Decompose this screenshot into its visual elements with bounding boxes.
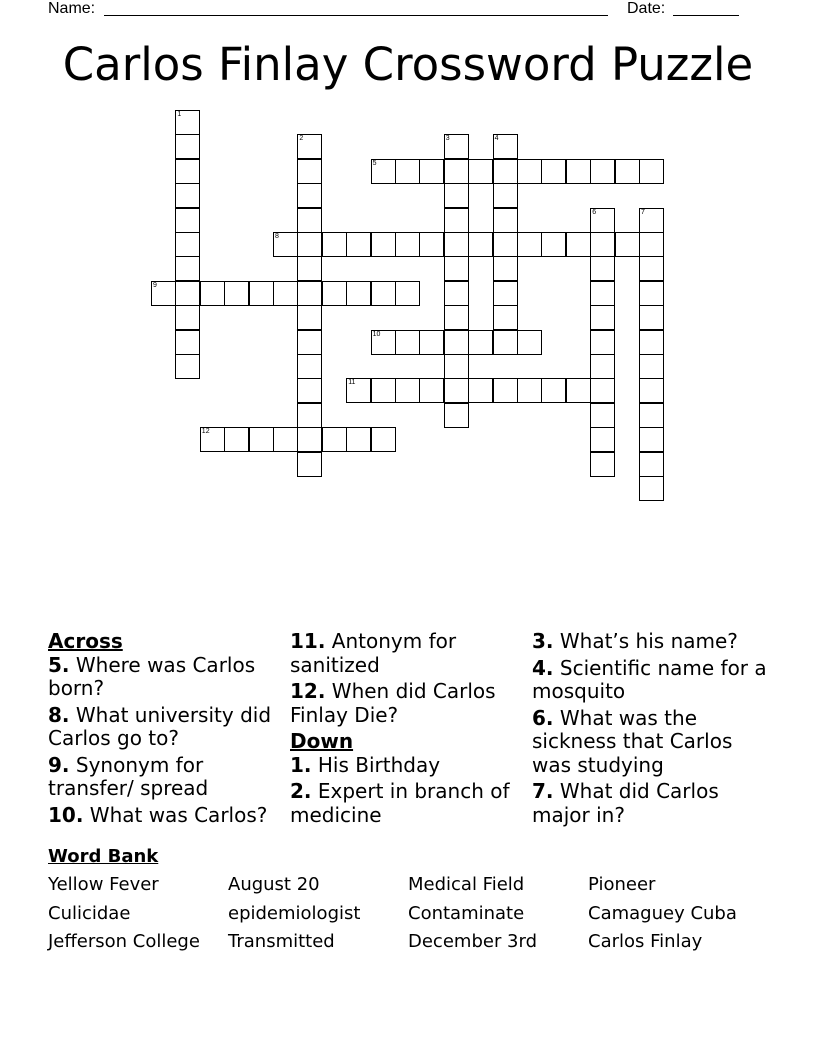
clue-text: Where was Carlos born?: [48, 652, 256, 700]
grid-cell[interactable]: [493, 183, 518, 208]
clue-text: Scientific name for a mosquito: [532, 655, 767, 703]
grid-cell[interactable]: [468, 232, 493, 257]
cell-number: 2: [299, 135, 304, 143]
grid-cell[interactable]: [590, 452, 615, 477]
grid-cell[interactable]: [541, 232, 566, 257]
grid-cell[interactable]: [444, 305, 469, 330]
clue-number: 7.: [532, 779, 554, 803]
across-heading: Across: [48, 629, 123, 653]
grid-cell[interactable]: [639, 378, 664, 403]
cell-number: 6: [592, 208, 597, 216]
page-title: Carlos Finlay Crossword Puzzle: [62, 38, 754, 91]
grid-cell[interactable]: [322, 232, 347, 257]
grid-cell[interactable]: [444, 183, 469, 208]
clue-down-1: [290, 754, 515, 778]
clue-text: What university did Carlos go to?: [48, 702, 272, 750]
grid-cell[interactable]: [297, 281, 322, 306]
grid-cell[interactable]: [566, 159, 591, 184]
grid-cell[interactable]: [200, 427, 225, 452]
grid-cell[interactable]: [175, 305, 200, 330]
grid-cell[interactable]: [175, 110, 200, 135]
cell-number: 12: [201, 428, 210, 436]
date-label: Date:: [627, 0, 666, 17]
grid-cell[interactable]: [297, 159, 322, 184]
grid-cell[interactable]: [517, 232, 542, 257]
word-bank-item: December 3rd: [408, 931, 538, 952]
grid-cell[interactable]: [590, 281, 615, 306]
grid-cell[interactable]: [175, 134, 200, 159]
clue-across-12: [290, 680, 515, 727]
grid-cell[interactable]: [493, 256, 518, 281]
clue-number: 5.: [48, 652, 70, 677]
grid-cell[interactable]: [322, 427, 347, 452]
grid-cell[interactable]: [297, 232, 322, 257]
grid-cell[interactable]: [444, 134, 469, 159]
down-heading: Down: [290, 729, 354, 753]
clue-text: His Birthday: [317, 752, 441, 777]
grid-cell[interactable]: [444, 232, 469, 257]
grid-cell[interactable]: [297, 330, 322, 355]
grid-cell[interactable]: [615, 232, 640, 257]
word-bank-item: August 20: [228, 874, 320, 895]
grid-cell[interactable]: [444, 281, 469, 306]
grid-cell[interactable]: [493, 232, 518, 257]
grid-cell[interactable]: [273, 281, 298, 306]
grid-cell[interactable]: [175, 256, 200, 281]
grid-cell[interactable]: [639, 208, 664, 233]
grid-cell[interactable]: [444, 403, 469, 428]
grid-cell[interactable]: [493, 281, 518, 306]
grid-cell[interactable]: [493, 330, 518, 355]
grid-cell[interactable]: [419, 159, 444, 184]
grid-cell[interactable]: [468, 159, 493, 184]
grid-cell[interactable]: [151, 281, 176, 306]
grid-cell[interactable]: [468, 378, 493, 403]
word-bank-item: Culicidae: [48, 903, 131, 924]
grid-cell[interactable]: [639, 476, 664, 501]
grid-cell[interactable]: [200, 281, 225, 306]
clue-text: What was Carlos?: [89, 802, 268, 827]
grid-cell[interactable]: [371, 378, 396, 403]
cell-number: 5: [372, 159, 377, 167]
clue-down-7: [532, 780, 772, 827]
word-bank-item: Contaminate: [408, 903, 525, 924]
clue-number: 2.: [290, 779, 312, 803]
clue-number: 8.: [48, 702, 70, 727]
grid-cell[interactable]: [639, 232, 664, 257]
word-bank-item: Transmitted: [228, 931, 335, 952]
grid-cell[interactable]: [175, 159, 200, 184]
grid-cell[interactable]: [639, 354, 664, 379]
grid-cell[interactable]: [566, 378, 591, 403]
clue-number: 10.: [48, 802, 84, 827]
grid-cell[interactable]: [371, 232, 396, 257]
grid-cell[interactable]: [346, 427, 371, 452]
clue-text: What was the sickness that Carlos was studying: [532, 705, 733, 777]
word-bank-title: Word Bank: [48, 846, 159, 867]
grid-cell[interactable]: [175, 232, 200, 257]
grid-cell[interactable]: [590, 378, 615, 403]
grid-cell[interactable]: [493, 378, 518, 403]
grid-cell[interactable]: [297, 134, 322, 159]
grid-cell[interactable]: [419, 378, 444, 403]
grid-cell[interactable]: [639, 159, 664, 184]
cell-number: 10: [372, 330, 381, 338]
grid-cell[interactable]: [297, 208, 322, 233]
grid-cell[interactable]: [590, 427, 615, 452]
grid-cell[interactable]: [468, 330, 493, 355]
grid-cell[interactable]: [297, 354, 322, 379]
clue-text: What’s his name?: [559, 629, 738, 653]
grid-cell[interactable]: [175, 281, 200, 306]
grid-cell[interactable]: [297, 256, 322, 281]
clue-number: 1.: [290, 752, 312, 777]
grid-cell[interactable]: [297, 378, 322, 403]
word-bank-item: epidemiologist: [228, 903, 361, 924]
grid-cell[interactable]: [419, 330, 444, 355]
word-bank-item: Pioneer: [588, 874, 656, 895]
grid-cell[interactable]: [517, 159, 542, 184]
grid-cell[interactable]: [297, 183, 322, 208]
grid-cell[interactable]: [517, 330, 542, 355]
word-bank-item: Jefferson College: [48, 931, 200, 952]
grid-cell[interactable]: [541, 159, 566, 184]
grid-cell[interactable]: [273, 427, 298, 452]
clue-column-1: [48, 630, 273, 830]
grid-cell[interactable]: [175, 330, 200, 355]
grid-cell[interactable]: [566, 232, 591, 257]
cell-number: 1: [177, 111, 182, 118]
cell-number: 8: [275, 233, 279, 240]
name-label: Name:: [48, 0, 96, 17]
clue-number: 11.: [290, 629, 326, 653]
grid-cell[interactable]: [444, 378, 469, 403]
grid-cell[interactable]: [224, 427, 249, 452]
grid-cell[interactable]: [444, 159, 469, 184]
grid-cell[interactable]: [395, 378, 420, 403]
cell-number: 7: [641, 208, 645, 216]
grid-cell[interactable]: [249, 427, 274, 452]
clue-number: 9.: [48, 752, 70, 777]
clue-number: 6.: [532, 705, 554, 730]
cell-number: 3: [445, 135, 450, 143]
grid-cell[interactable]: [224, 281, 249, 306]
cell-number: 9: [153, 281, 157, 289]
grid-cell[interactable]: [639, 427, 664, 452]
grid-cell[interactable]: [639, 305, 664, 330]
grid-cell[interactable]: [297, 452, 322, 477]
clue-across-11: [290, 630, 515, 677]
grid-cell[interactable]: [346, 281, 371, 306]
grid-cell[interactable]: [371, 330, 396, 355]
word-bank-item: Medical Field: [408, 874, 525, 895]
clue-down-3: [532, 630, 772, 654]
grid-cell[interactable]: [395, 281, 420, 306]
word-bank-item: Yellow Fever: [48, 874, 159, 895]
grid-cell[interactable]: [639, 403, 664, 428]
clue-across-5: [48, 654, 273, 701]
grid-cell[interactable]: [615, 159, 640, 184]
clue-column-3: [532, 630, 772, 830]
clue-down-6: [532, 707, 772, 778]
grid-cell[interactable]: [346, 378, 371, 403]
grid-cell[interactable]: [541, 378, 566, 403]
grid-cell[interactable]: [517, 378, 542, 403]
grid-cell[interactable]: [639, 330, 664, 355]
cell-number: 11: [348, 379, 356, 387]
grid-cell[interactable]: [175, 354, 200, 379]
grid-cell[interactable]: [346, 232, 371, 257]
clue-text: What did Carlos major in?: [532, 779, 719, 827]
grid-cell[interactable]: [273, 232, 298, 257]
clue-across-8: [48, 704, 273, 751]
clue-column-2: [290, 630, 515, 830]
clue-text: Expert in branch of medicine: [290, 779, 510, 827]
clue-down-4: [532, 657, 772, 704]
grid-cell[interactable]: [590, 159, 615, 184]
grid-cell[interactable]: [444, 208, 469, 233]
clue-text: Synonym for transfer/ spread: [48, 752, 209, 800]
clue-across-9: [48, 754, 273, 801]
word-bank-item: Camaguey Cuba: [588, 903, 737, 924]
grid-cell[interactable]: [249, 281, 274, 306]
grid-cell[interactable]: [590, 403, 615, 428]
grid-cell[interactable]: [444, 256, 469, 281]
grid-cell[interactable]: [297, 403, 322, 428]
grid-cell[interactable]: [297, 427, 322, 452]
word-bank-item: Carlos Finlay: [588, 931, 703, 952]
grid-cell[interactable]: [590, 232, 615, 257]
grid-cell[interactable]: [639, 452, 664, 477]
clue-across-10: [48, 804, 273, 828]
grid-cell[interactable]: [395, 330, 420, 355]
grid-cell[interactable]: [639, 256, 664, 281]
grid-cell[interactable]: [297, 305, 322, 330]
clue-number: 4.: [532, 655, 554, 680]
grid-cell[interactable]: [493, 208, 518, 233]
grid-cell[interactable]: [590, 256, 615, 281]
grid-cell[interactable]: [371, 427, 396, 452]
grid-cell[interactable]: [175, 208, 200, 233]
grid-cell[interactable]: [493, 134, 518, 159]
clue-text: When did Carlos Finlay Die?: [290, 679, 496, 727]
clue-down-2: [290, 780, 515, 827]
grid-cell[interactable]: [322, 281, 347, 306]
grid-cell[interactable]: [493, 305, 518, 330]
grid-cell[interactable]: [590, 330, 615, 355]
grid-cell[interactable]: [175, 183, 200, 208]
grid-cell[interactable]: [395, 232, 420, 257]
grid-cell[interactable]: [590, 305, 615, 330]
grid-cell[interactable]: [395, 159, 420, 184]
clue-number: 3.: [532, 629, 554, 653]
grid-cell[interactable]: [371, 281, 396, 306]
grid-cell[interactable]: [590, 208, 615, 233]
clue-number: 12.: [290, 679, 326, 703]
cell-number: 4: [494, 135, 499, 143]
grid-cell[interactable]: [590, 354, 615, 379]
grid-cell[interactable]: [444, 330, 469, 355]
clue-text: Antonym for sanitized: [290, 629, 457, 677]
grid-cell[interactable]: [371, 159, 396, 184]
grid-cell[interactable]: [639, 281, 664, 306]
grid-cell[interactable]: [493, 159, 518, 184]
grid-cell[interactable]: [444, 354, 469, 379]
grid-cell[interactable]: [419, 232, 444, 257]
